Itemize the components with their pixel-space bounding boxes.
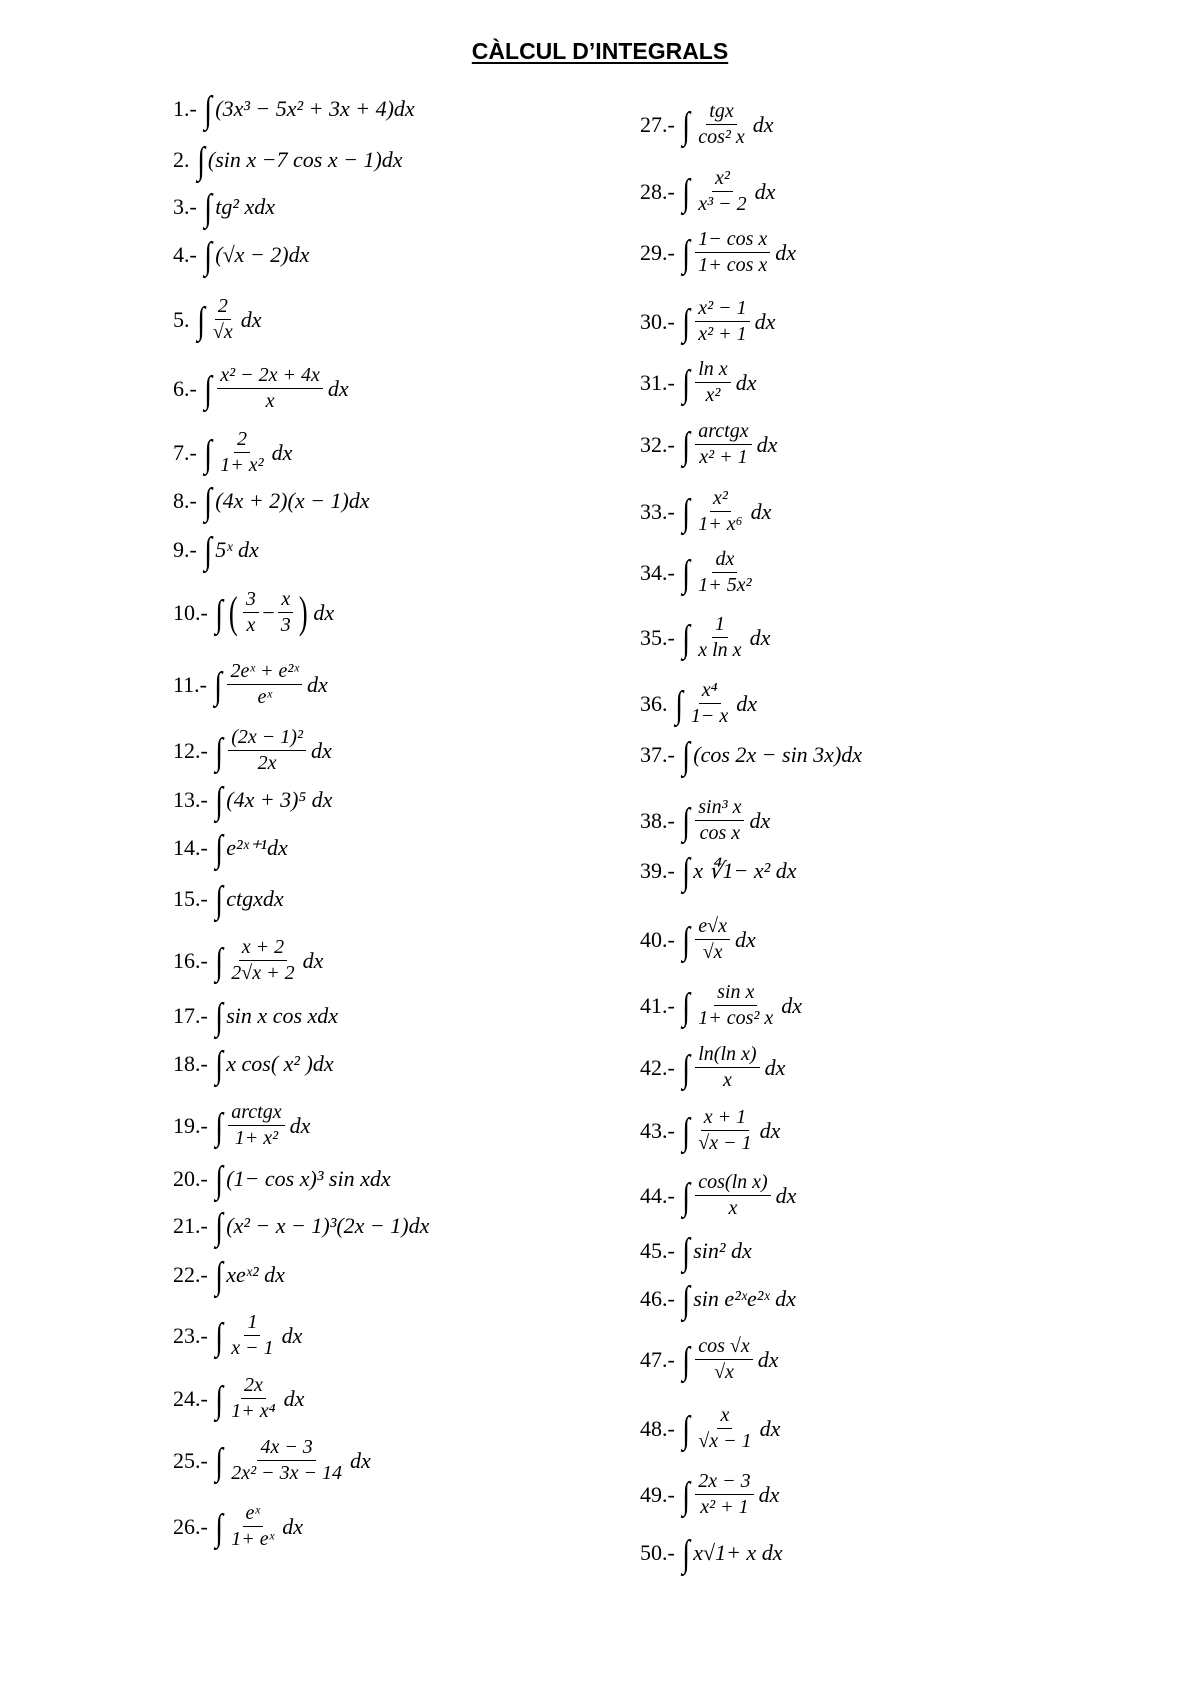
exercise-5 xyxy=(173,296,262,343)
numerator: 1 xyxy=(712,614,728,638)
exercise-number: 49.- xyxy=(640,1481,675,1507)
exercise-number: 43.- xyxy=(640,1117,675,1143)
exercise-48 xyxy=(640,1405,780,1452)
exercise-number: 24.- xyxy=(173,1385,208,1411)
exercise-21 xyxy=(173,1206,430,1248)
integral-sign: ∫ xyxy=(215,1159,223,1201)
fraction xyxy=(695,168,749,215)
integral-sign: ∫ xyxy=(196,299,205,342)
integrand: sin² dx xyxy=(693,1238,752,1263)
numerator: x² xyxy=(710,488,731,512)
exercise-39 xyxy=(640,851,797,893)
exercise-number: 1.- xyxy=(173,96,197,121)
exercise-34 xyxy=(640,549,757,596)
exercise-number: 50.- xyxy=(640,1540,675,1565)
numerator: eˣ xyxy=(243,1503,264,1527)
exercise-number: 30.- xyxy=(640,308,675,334)
minus-sign: − xyxy=(260,599,276,625)
numerator: e√x xyxy=(695,916,730,940)
integrand: xeˣ² dx xyxy=(226,1262,285,1287)
fraction xyxy=(278,589,294,636)
exercise-45 xyxy=(640,1231,752,1273)
fraction xyxy=(695,229,770,276)
integral-sign: ∫ xyxy=(215,780,223,822)
differential: dx xyxy=(749,807,771,833)
exercise-15 xyxy=(173,879,284,921)
exercise-7 xyxy=(173,429,292,476)
right-paren: ) xyxy=(298,587,308,637)
integrand: e²ˣ⁺¹dx xyxy=(226,835,288,860)
numerator: 2eˣ + e²ˣ xyxy=(227,661,302,685)
numerator: tgx xyxy=(706,101,736,125)
exercise-17 xyxy=(173,996,339,1038)
exercise-8 xyxy=(173,481,370,523)
integrand: 5ˣ dx xyxy=(215,537,259,562)
exercise-number: 14.- xyxy=(173,835,208,860)
integrand: (cos 2x − sin 3x)dx xyxy=(693,742,863,767)
exercise-number: 35.- xyxy=(640,624,675,650)
differential: dx xyxy=(306,671,328,697)
exercise-35 xyxy=(640,614,770,661)
denominator: cos x xyxy=(699,822,741,844)
integral-sign: ∫ xyxy=(682,1231,690,1273)
integral-sign: ∫ xyxy=(214,664,223,707)
numerator: x² xyxy=(712,168,733,192)
exercise-number: 9.- xyxy=(173,537,197,562)
denominator: √x xyxy=(702,941,723,963)
differential: dx xyxy=(282,1513,304,1539)
integral-sign: ∫ xyxy=(682,171,690,214)
integrand: ctgxdx xyxy=(226,886,284,911)
numerator: x² − 2x + 4x xyxy=(217,365,323,389)
integral-sign: ∫ xyxy=(682,552,690,595)
integrand: (4x + 2)(x − 1)dx xyxy=(215,488,370,513)
integral-sign: ∫ xyxy=(215,828,223,870)
denominator: x² + 1 xyxy=(698,323,747,345)
denominator: x² + 1 xyxy=(699,446,748,468)
page-title: CÀLCUL D’INTEGRALS xyxy=(471,38,729,64)
fraction xyxy=(695,488,745,535)
fraction xyxy=(695,359,730,406)
exercise-38 xyxy=(640,797,770,844)
fraction xyxy=(695,614,744,661)
exercise-33 xyxy=(640,488,771,535)
denominator: √x xyxy=(212,321,233,343)
numerator: arctgx xyxy=(695,421,751,445)
differential: dx xyxy=(750,498,772,524)
differential: dx xyxy=(310,737,332,763)
exercise-number: 25.- xyxy=(173,1447,208,1473)
exercise-46 xyxy=(640,1279,796,1321)
integrand: (x² − x − 1)³(2x − 1)dx xyxy=(226,1213,430,1238)
fraction xyxy=(228,727,306,774)
numerator: x xyxy=(278,589,293,613)
integral-sign: ∫ xyxy=(682,985,690,1028)
exercise-9 xyxy=(173,530,259,572)
exercise-number: 44.- xyxy=(640,1182,675,1208)
denominator: x xyxy=(265,390,275,412)
differential: dx xyxy=(302,947,324,973)
exercise-28 xyxy=(640,168,775,215)
denominator: x xyxy=(728,1197,738,1219)
exercise-number: 39.- xyxy=(640,858,675,883)
exercise-49 xyxy=(640,1471,779,1518)
numerator: ln(ln x) xyxy=(695,1044,759,1068)
exercise-number: 32.- xyxy=(640,431,675,457)
differential: dx xyxy=(283,1385,305,1411)
integral-sign: ∫ xyxy=(682,1339,690,1382)
exercise-36 xyxy=(640,680,757,727)
exercise-number: 45.- xyxy=(640,1238,675,1263)
exercise-number: 23.- xyxy=(173,1322,208,1348)
exercise-number: 38.- xyxy=(640,807,675,833)
exercise-20 xyxy=(173,1159,391,1201)
integrand: x cos( x² )dx xyxy=(226,1051,334,1076)
numerator: cos(ln x) xyxy=(695,1172,770,1196)
exercise-number: 46.- xyxy=(640,1286,675,1311)
differential: dx xyxy=(749,624,771,650)
exercise-32 xyxy=(640,421,777,468)
exercise-26 xyxy=(173,1503,303,1550)
exercise-2 xyxy=(173,140,403,182)
integral-sign: ∫ xyxy=(215,1315,223,1358)
fraction xyxy=(695,421,751,468)
exercise-47 xyxy=(640,1336,779,1383)
denominator: 1+ eˣ xyxy=(231,1528,275,1550)
integral-sign: ∫ xyxy=(682,1408,690,1451)
exercise-number: 18.- xyxy=(173,1051,208,1076)
denominator: x xyxy=(722,1069,732,1091)
exercise-27 xyxy=(640,101,774,148)
exercise-number: 8.- xyxy=(173,488,197,513)
integral-sign: ∫ xyxy=(682,1110,690,1153)
differential: dx xyxy=(754,178,776,204)
exercise-30 xyxy=(640,298,775,345)
integrand: sin x cos xdx xyxy=(226,1003,339,1028)
denominator: √x − 1 xyxy=(698,1430,752,1452)
fraction xyxy=(695,549,754,596)
numerator: 3 xyxy=(243,589,259,613)
exercise-number: 16.- xyxy=(173,947,208,973)
integral-sign: ∫ xyxy=(215,1440,223,1483)
denominator: 2x² − 3x − 14 xyxy=(231,1462,342,1484)
integral-sign: ∫ xyxy=(682,104,690,147)
exercise-4 xyxy=(173,235,310,277)
integrand: tg² xdx xyxy=(215,194,275,219)
differential: dx xyxy=(752,111,774,137)
exercise-11 xyxy=(173,661,328,708)
exercise-37 xyxy=(640,735,863,777)
integral-sign: ∫ xyxy=(204,432,212,475)
differential: dx xyxy=(759,1415,781,1441)
exercise-number: 47.- xyxy=(640,1346,675,1372)
integral-sign: ∫ xyxy=(682,1533,690,1575)
differential: dx xyxy=(754,308,776,334)
exercise-24 xyxy=(173,1375,304,1422)
integral-sign: ∫ xyxy=(682,1175,690,1218)
integrand: (sin x −7 cos x − 1)dx xyxy=(207,147,403,172)
exercise-number: 3.- xyxy=(173,194,197,219)
denominator: eˣ xyxy=(257,686,272,708)
integral-sign: ∫ xyxy=(682,301,690,344)
integral-sign: ∫ xyxy=(215,1105,223,1148)
exercise-number: 36. xyxy=(640,690,668,716)
integral-sign: ∫ xyxy=(204,187,212,229)
integral-sign: ∫ xyxy=(682,232,690,275)
numerator: 2 xyxy=(215,296,231,320)
exercise-44 xyxy=(640,1172,796,1219)
fraction xyxy=(228,1437,345,1484)
differential: dx xyxy=(756,431,778,457)
fraction xyxy=(228,1312,276,1359)
numerator: 2x − 3 xyxy=(695,1471,753,1495)
exercise-23 xyxy=(173,1312,302,1359)
integral-sign: ∫ xyxy=(682,800,690,843)
exercise-number: 5. xyxy=(173,306,190,332)
fraction xyxy=(695,298,749,345)
integral-sign: ∫ xyxy=(215,1506,223,1549)
denominator: 1+ cos x xyxy=(698,254,768,276)
numerator: dx xyxy=(712,549,737,573)
differential: dx xyxy=(759,1117,781,1143)
exercise-number: 12.- xyxy=(173,737,208,763)
exercise-43 xyxy=(640,1107,780,1154)
denominator: 1+ x⁴ xyxy=(231,1400,276,1422)
integral-sign: ∫ xyxy=(215,1378,223,1421)
left-paren: ( xyxy=(229,587,238,637)
exercise-1 xyxy=(173,89,415,131)
exercise-19 xyxy=(173,1102,310,1149)
exercise-41 xyxy=(640,982,802,1029)
integrand: sin e²ˣe²ˣ dx xyxy=(693,1286,796,1311)
integral-sign: ∫ xyxy=(682,1047,690,1090)
denominator: x² + 1 xyxy=(700,1496,749,1518)
fraction xyxy=(695,101,748,148)
fraction xyxy=(243,589,259,636)
numerator: sin³ x xyxy=(695,797,744,821)
denominator: 1− x xyxy=(690,705,729,727)
differential: dx xyxy=(313,599,335,625)
differential: dx xyxy=(734,926,756,952)
denominator: 1+ 5x² xyxy=(698,574,752,596)
fraction xyxy=(695,1471,753,1518)
exercise-number: 27.- xyxy=(640,111,675,137)
numerator: sin x xyxy=(714,982,757,1006)
differential: dx xyxy=(757,1346,779,1372)
integrand: (√x − 2)dx xyxy=(215,242,310,267)
numerator: 4x − 3 xyxy=(257,1437,315,1461)
numerator: 1 xyxy=(244,1312,260,1336)
integral-sign: ∫ xyxy=(682,1474,690,1517)
exercise-29 xyxy=(640,229,796,276)
exercise-number: 20.- xyxy=(173,1166,208,1191)
fraction xyxy=(695,1336,753,1383)
exercise-22 xyxy=(173,1255,285,1297)
differential: dx xyxy=(240,306,262,332)
numerator: 1− cos x xyxy=(695,229,770,253)
integral-sign: ∫ xyxy=(682,851,690,893)
exercise-number: 34.- xyxy=(640,559,675,585)
numerator: x xyxy=(717,1405,732,1429)
denominator: 1+ x² xyxy=(220,454,264,476)
denominator: √x xyxy=(714,1361,734,1383)
exercise-number: 2. xyxy=(173,147,190,172)
exercise-number: 26.- xyxy=(173,1513,208,1539)
integral-sign: ∫ xyxy=(215,996,223,1038)
integrand: x√1+ x dx xyxy=(693,1540,783,1565)
integral-sign: ∫ xyxy=(682,491,690,534)
integral-sign: ∫ xyxy=(204,530,212,572)
denominator: x ln x xyxy=(698,639,742,661)
differential: dx xyxy=(735,369,757,395)
fraction xyxy=(695,1172,770,1219)
exercise-25 xyxy=(173,1437,371,1484)
integral-sign: ∫ xyxy=(674,683,683,726)
denominator: x³ − 2 xyxy=(698,193,747,215)
denominator: x − 1 xyxy=(231,1337,274,1359)
denominator: 3 xyxy=(280,614,291,636)
exercise-number: 6.- xyxy=(173,375,197,401)
fraction xyxy=(695,982,776,1029)
fraction xyxy=(228,1503,277,1550)
numerator: (2x − 1)² xyxy=(228,727,306,751)
fraction xyxy=(217,429,266,476)
exercise-number: 37.- xyxy=(640,742,675,767)
exercise-50 xyxy=(640,1533,783,1575)
integral-sign: ∫ xyxy=(215,592,223,635)
fraction xyxy=(228,1102,284,1149)
exercise-10 xyxy=(173,589,334,636)
integral-sign: ∫ xyxy=(196,140,205,182)
differential: dx xyxy=(271,439,293,465)
exercise-number: 28.- xyxy=(640,178,675,204)
exercise-3 xyxy=(173,187,275,229)
integral-sign: ∫ xyxy=(682,919,690,962)
exercise-number: 22.- xyxy=(173,1262,208,1287)
denominator: x xyxy=(246,614,256,636)
exercise-number: 29.- xyxy=(640,239,675,265)
denominator: 2√x + 2 xyxy=(231,962,295,984)
exercise-number: 10.- xyxy=(173,599,208,625)
fraction xyxy=(695,1044,759,1091)
exercise-6 xyxy=(173,365,349,412)
integral-sign: ∫ xyxy=(215,940,223,983)
integral-sign: ∫ xyxy=(682,617,690,660)
fraction xyxy=(210,296,236,343)
integrand: (1− cos x)³ sin xdx xyxy=(226,1166,391,1191)
differential: dx xyxy=(781,992,803,1018)
differential: dx xyxy=(350,1447,371,1473)
integrand: (4x + 3)⁵ dx xyxy=(226,787,333,812)
differential: dx xyxy=(281,1322,303,1348)
exercise-40 xyxy=(640,916,756,963)
exercise-31 xyxy=(640,359,756,406)
exercise-42 xyxy=(640,1044,785,1091)
differential: dx xyxy=(736,690,758,716)
numerator: x² − 1 xyxy=(695,298,749,322)
integral-sign: ∫ xyxy=(682,1279,690,1321)
exercise-number: 13.- xyxy=(173,787,208,812)
integral-sign: ∫ xyxy=(215,1206,223,1248)
integrand: (3x³ − 5x² + 3x + 4)dx xyxy=(215,96,415,121)
denominator: 1+ cos² x xyxy=(698,1007,774,1029)
fraction xyxy=(695,1405,754,1452)
numerator: 2 xyxy=(234,429,250,453)
integral-sign: ∫ xyxy=(204,481,212,523)
fraction xyxy=(688,680,731,727)
exercise-number: 48.- xyxy=(640,1415,675,1441)
fraction xyxy=(695,1107,754,1154)
differential: dx xyxy=(775,239,797,265)
exercise-14 xyxy=(173,828,288,870)
denominator: 1+ x² xyxy=(234,1127,279,1149)
exercise-number: 7.- xyxy=(173,439,197,465)
differential: dx xyxy=(775,1182,797,1208)
numerator: x + 1 xyxy=(701,1107,749,1131)
exercise-number: 11.- xyxy=(173,671,208,697)
exercise-13 xyxy=(173,780,333,822)
integral-sign: ∫ xyxy=(215,1044,223,1086)
fraction xyxy=(695,916,730,963)
differential: dx xyxy=(289,1112,311,1138)
differential: dx xyxy=(327,375,349,401)
numerator: arctgx xyxy=(228,1102,284,1126)
differential: dx xyxy=(764,1054,786,1080)
fraction xyxy=(228,1375,278,1422)
denominator: 2x xyxy=(257,752,277,774)
fraction xyxy=(228,937,297,984)
fraction xyxy=(695,797,744,844)
fraction xyxy=(227,661,302,708)
integral-sign: ∫ xyxy=(682,362,690,405)
exercise-number: 4.- xyxy=(173,242,197,267)
denominator: 1+ x⁶ xyxy=(698,513,743,535)
exercise-12 xyxy=(173,727,332,774)
numerator: 2x xyxy=(241,1375,266,1399)
exercise-number: 40.- xyxy=(640,926,675,952)
denominator: √x − 1 xyxy=(698,1132,752,1154)
integral-sign: ∫ xyxy=(682,735,690,777)
integral-sign: ∫ xyxy=(204,89,212,131)
numerator: cos √x xyxy=(695,1336,753,1360)
integral-sign: ∫ xyxy=(204,368,212,411)
exercise-number: 33.- xyxy=(640,498,675,524)
exercise-number: 17.- xyxy=(173,1003,208,1028)
integral-sign: ∫ xyxy=(215,879,223,921)
exercise-number: 41.- xyxy=(640,992,675,1018)
exercise-number: 31.- xyxy=(640,369,675,395)
denominator: x² xyxy=(705,384,721,406)
exercise-number: 21.- xyxy=(173,1213,208,1238)
integral-sign: ∫ xyxy=(682,424,690,467)
fraction xyxy=(217,365,323,412)
integral-sign: ∫ xyxy=(215,730,223,773)
exercise-number: 42.- xyxy=(640,1054,675,1080)
numerator: ln x xyxy=(695,359,730,383)
numerator: x + 2 xyxy=(239,937,287,961)
differential: dx xyxy=(758,1481,780,1507)
integral-sign: ∫ xyxy=(215,1255,223,1297)
denominator: cos² x xyxy=(698,126,745,148)
integrand: x ∜1− x² dx xyxy=(693,858,797,883)
integral-sign: ∫ xyxy=(204,235,212,277)
exercise-16 xyxy=(173,937,323,984)
exercise-number: 19.- xyxy=(173,1112,208,1138)
exercise-number: 15.- xyxy=(173,886,208,911)
exercise-18 xyxy=(173,1044,334,1086)
numerator: x⁴ xyxy=(699,680,721,704)
